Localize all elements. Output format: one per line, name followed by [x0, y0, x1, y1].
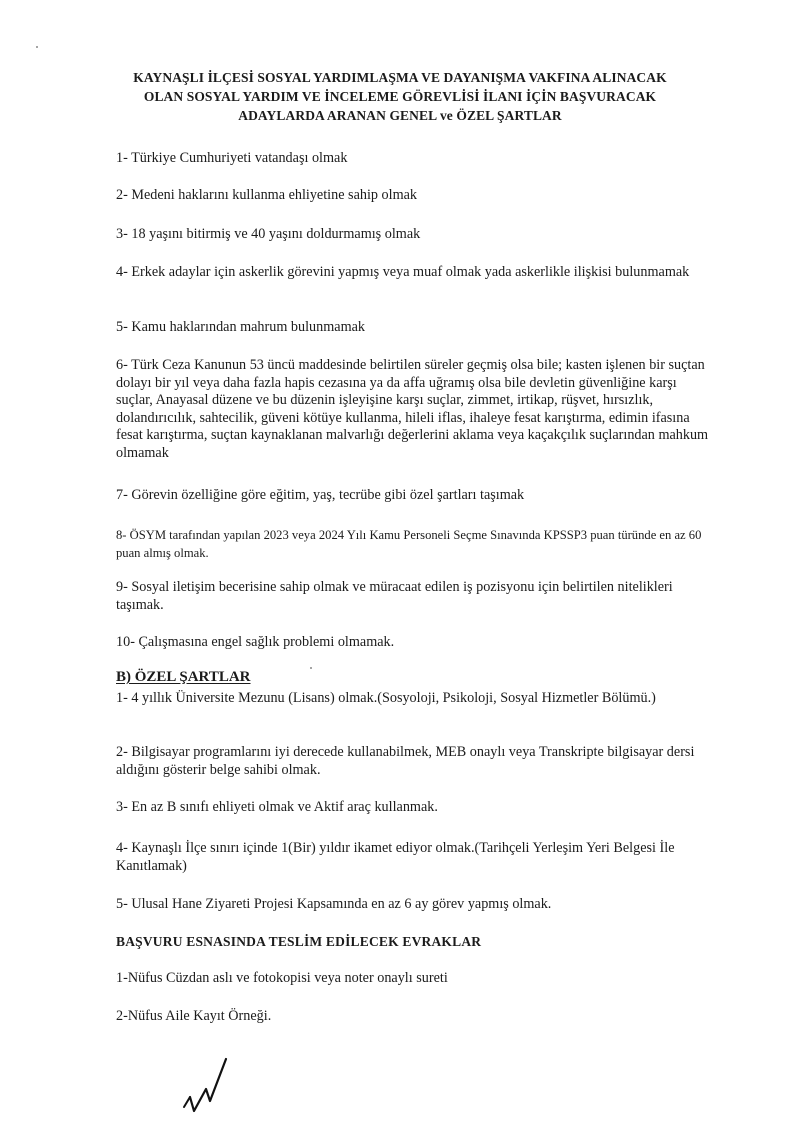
special-condition-1: 1- 4 yıllık Üniversite Mezunu (Lisans) olmak.(Sosyoloji, Psikoloji, Sosyal Hizmetler Bölümü.) [116, 690, 656, 706]
general-condition-6: 6- Türk Ceza Kanunun 53 üncü maddesinde belirtilen süreler geçmiş olsa bile; kasten işlenen bir suçtan dolayı bir yıl veya daha fazla hapis cezasına ya da affa uğramış olsa bile devletin güvenliğine karşı suçlar, Anayasal düzene ve bu düzenin işleyişine karşı suçlar, zimmet, irtikap, rüşvet, hırsızlık, dolandırıcılık, sahtecilik, güveni kötüye kullanma, hileli iflas, ihaleye fesat karıştırma, edimin ifasına fesat karıştırma, suçtan kaynaklanan malvarlığı değerlerini aklama veya kaçakçılık suçlarından mahkum olmamak [116, 357, 709, 461]
general-condition-10: 10- Çalışmasına engel sağlık problemi olmamak. [116, 634, 395, 650]
title-line-3: ADAYLARDA ARANAN GENEL ve ÖZEL ŞARTLAR [238, 108, 562, 123]
special-condition-3: 3- En az B sınıfı ehliyeti olmak ve Aktif araç kullanmak. [116, 799, 438, 815]
general-condition-2: 2- Medeni haklarını kullanma ehliyetine sahip olmak [116, 187, 418, 203]
general-condition-7: 7- Görevin özelliğine göre eğitim, yaş, tecrübe gibi özel şartları taşımak [116, 487, 525, 503]
special-condition-5: 5- Ulusal Hane Ziyareti Projesi Kapsamında en az 6 ay görev yapmış olmak. [116, 896, 552, 912]
special-condition-2: 2- Bilgisayar programlarını iyi derecede kullanabilmek, MEB onaylı veya Transkripte bilgisayar dersi aldığını gösterir belge sahibi olmak. [116, 744, 695, 778]
documents-heading: BAŞVURU ESNASINDA TESLİM EDİLECEK EVRAKLAR [116, 934, 482, 949]
special-conditions-heading: B) ÖZEL ŞARTLAR [116, 669, 251, 685]
scan-speck [36, 46, 38, 48]
general-condition-4: 4- Erkek adaylar için askerlik görevini yapmış veya muaf olmak yada askerlikle ilişkisi bulunmamak [116, 264, 690, 280]
title-line-1: KAYNAŞLI İLÇESİ SOSYAL YARDIMLAŞMA VE DAYANIŞMA VAKFINA ALINACAK [133, 70, 667, 85]
document-item-1: 1-Nüfus Cüzdan aslı ve fotokopisi veya noter onaylı sureti [116, 970, 448, 986]
special-condition-4: 4- Kaynaşlı İlçe sınırı içinde 1(Bir) yıldır ikamet ediyor olmak.(Tarihçeli Yerleşim Yeri Belgesi İle Kanıtlamak) [116, 840, 675, 874]
document-item-2: 2-Nüfus Aile Kayıt Örneği. [116, 1008, 272, 1024]
general-condition-3: 3- 18 yaşını bitirmiş ve 40 yaşını doldurmamış olmak [116, 226, 421, 242]
general-condition-5: 5- Kamu haklarından mahrum bulunmamak [116, 319, 366, 335]
general-condition-8: 8- ÖSYM tarafından yapılan 2023 veya 2024 Yılı Kamu Personeli Seçme Sınavında KPSSP3 puan türünde en az 60 puan almış olmak. [116, 528, 702, 560]
general-condition-1: 1- Türkiye Cumhuriyeti vatandaşı olmak [116, 150, 348, 166]
general-condition-9: 9- Sosyal iletişim becerisine sahip olmak ve müracaat edilen iş pozisyonu için belirtilen nitelikleri taşımak. [116, 579, 673, 613]
document-title [100, 68, 700, 125]
scan-speck [310, 667, 312, 669]
title-line-2: OLAN SOSYAL YARDIM VE İNCELEME GÖREVLİSİ İLANI İÇİN BAŞVURACAK [143, 89, 657, 104]
signature-mark [176, 1055, 246, 1125]
